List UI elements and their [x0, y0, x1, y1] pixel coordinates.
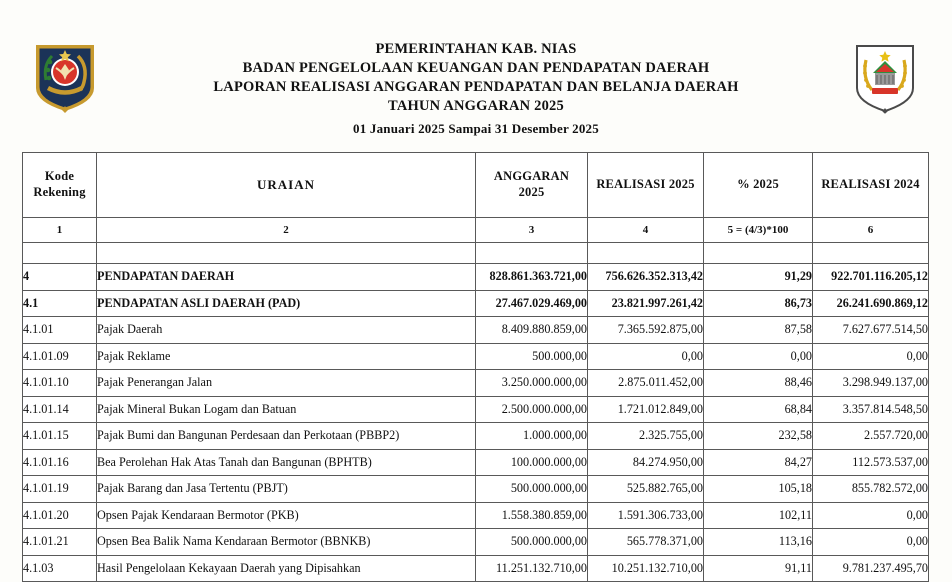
row-cell-kode: 4.1.01.10: [23, 370, 97, 397]
column-number-3: 3: [476, 218, 588, 243]
row-cell-anggaran: 1.000.000,00: [476, 423, 588, 450]
row-cell-realisasi-2024: 922.701.116.205,12: [813, 264, 929, 291]
row-cell-uraian: Pajak Daerah: [97, 317, 476, 344]
table-body: [23, 243, 929, 582]
row-cell-uraian: Pajak Reklame: [97, 343, 476, 370]
table-row: [23, 264, 929, 291]
budget-realization-table: [22, 152, 929, 582]
table-row: [23, 502, 929, 529]
row-cell-uraian: Hasil Pengelolaan Kekayaan Daerah yang Dipisahkan: [97, 555, 476, 582]
table-row: [23, 370, 929, 397]
row-cell-realisasi-2024: 0,00: [813, 529, 929, 556]
row-cell-realisasi-2024: 0,00: [813, 502, 929, 529]
table-row: [23, 555, 929, 582]
row-cell-anggaran: 2.500.000.000,00: [476, 396, 588, 423]
row-cell-persen: 86,73: [704, 290, 813, 317]
row-cell-anggaran: 500.000.000,00: [476, 476, 588, 503]
row-cell-uraian: Pajak Penerangan Jalan: [97, 370, 476, 397]
kemendagri-emblem-logo: [32, 42, 98, 114]
row-cell-uraian: Pajak Bumi dan Bangunan Perdesaan dan Perkotaan (PBBP2): [97, 423, 476, 450]
row-cell-persen: 91,29: [704, 264, 813, 291]
row-cell-persen: 102,11: [704, 502, 813, 529]
column-header-persen-2025: % 2025: [704, 153, 813, 218]
row-cell-uraian: Opsen Bea Balik Nama Kendaraan Bermotor (BBNKB): [97, 529, 476, 556]
row-cell-uraian: Pajak Mineral Bukan Logam dan Batuan: [97, 396, 476, 423]
row-cell-kode: 4.1.01.15: [23, 423, 97, 450]
row-cell-kode: 4: [23, 264, 97, 291]
header-line-report-title: LAPORAN REALISASI ANGGARAN PENDAPATAN DAN BELANJA DAERAH: [213, 79, 739, 96]
column-number-6: 6: [813, 218, 929, 243]
row-cell-realisasi-2025: 7.365.592.875,00: [588, 317, 704, 344]
row-cell-realisasi-2024: 855.782.572,00: [813, 476, 929, 503]
row-cell-persen: 91,11: [704, 555, 813, 582]
row-cell-uraian: Bea Perolehan Hak Atas Tanah dan Bangunan (BPHTB): [97, 449, 476, 476]
row-cell-kode: 4.1.01.20: [23, 502, 97, 529]
row-cell-realisasi-2024: 26.241.690.869,12: [813, 290, 929, 317]
table-row: [23, 343, 929, 370]
column-number-5: 5 = (4/3)*100: [704, 218, 813, 243]
row-cell-anggaran: 100.000.000,00: [476, 449, 588, 476]
row-cell-persen: 232,58: [704, 423, 813, 450]
header-line-government: PEMERINTAHAN KAB. NIAS: [375, 41, 577, 57]
row-cell-realisasi-2025: 2.325.755,00: [588, 423, 704, 450]
row-cell-kode: 4.1.01.21: [23, 529, 97, 556]
column-header-realisasi-2025: REALISASI 2025: [588, 153, 704, 218]
column-number-2: 2: [97, 218, 476, 243]
spacer-cell-realisasi-2024: [813, 243, 929, 264]
kode-label-line1: Kode: [44, 169, 75, 184]
column-header-kode-rekening: [23, 153, 97, 218]
row-cell-realisasi-2024: 9.781.237.495,70: [813, 555, 929, 582]
row-cell-persen: 87,58: [704, 317, 813, 344]
anggaran-label-line2: 2025: [518, 185, 545, 199]
row-cell-realisasi-2025: 23.821.997.261,42: [588, 290, 704, 317]
row-cell-persen: 105,18: [704, 476, 813, 503]
table-row: [23, 396, 929, 423]
table-row: [23, 317, 929, 344]
row-cell-realisasi-2025: 756.626.352.313,42: [588, 264, 704, 291]
row-cell-anggaran: 500.000,00: [476, 343, 588, 370]
row-cell-anggaran: 500.000.000,00: [476, 529, 588, 556]
row-cell-realisasi-2025: 0,00: [588, 343, 704, 370]
header-line-period: 01 Januari 2025 Sampai 31 Desember 2025: [353, 120, 599, 136]
row-cell-kode: 4.1.01.19: [23, 476, 97, 503]
column-header-anggaran-2025: [476, 153, 588, 218]
spacer-cell-realisasi-2025: [588, 243, 704, 264]
table-header-row: [23, 153, 929, 218]
anggaran-label-line1: ANGGARAN: [493, 169, 570, 184]
kabupaten-nias-emblem-logo: [852, 42, 918, 114]
table-spacer-row: [23, 243, 929, 264]
table-column-number-row: [23, 218, 929, 243]
spacer-cell-anggaran: [476, 243, 588, 264]
row-cell-realisasi-2025: 84.274.950,00: [588, 449, 704, 476]
document-header: [0, 0, 952, 135]
table-row: [23, 529, 929, 556]
table-row: [23, 476, 929, 503]
row-cell-uraian: PENDAPATAN DAERAH: [97, 264, 476, 291]
row-cell-realisasi-2024: 2.557.720,00: [813, 423, 929, 450]
row-cell-realisasi-2025: 1.721.012.849,00: [588, 396, 704, 423]
row-cell-anggaran: 3.250.000.000,00: [476, 370, 588, 397]
row-cell-uraian: Opsen Pajak Kendaraan Bermotor (PKB): [97, 502, 476, 529]
row-cell-anggaran: 11.251.132.710,00: [476, 555, 588, 582]
row-cell-realisasi-2024: 3.357.814.548,50: [813, 396, 929, 423]
row-cell-persen: 84,27: [704, 449, 813, 476]
row-cell-anggaran: 8.409.880.859,00: [476, 317, 588, 344]
row-cell-realisasi-2024: 7.627.677.514,50: [813, 317, 929, 344]
column-number-1: 1: [23, 218, 97, 243]
header-line-agency: BADAN PENGELOLAAN KEUANGAN DAN PENDAPATAN DAERAH: [242, 60, 710, 77]
row-cell-anggaran: 828.861.363.721,00: [476, 264, 588, 291]
row-cell-kode: 4.1.03: [23, 555, 97, 582]
row-cell-kode: 4.1: [23, 290, 97, 317]
row-cell-realisasi-2025: 525.882.765,00: [588, 476, 704, 503]
row-cell-persen: 68,84: [704, 396, 813, 423]
row-cell-persen: 88,46: [704, 370, 813, 397]
row-cell-kode: 4.1.01.09: [23, 343, 97, 370]
row-cell-kode: 4.1.01.16: [23, 449, 97, 476]
row-cell-kode: 4.1.01: [23, 317, 97, 344]
spacer-cell-uraian: [97, 243, 476, 264]
row-cell-anggaran: 27.467.029.469,00: [476, 290, 588, 317]
spacer-cell-persen: [704, 243, 813, 264]
header-title-block: [120, 40, 832, 137]
column-number-4: 4: [588, 218, 704, 243]
lra-table-container: [22, 152, 928, 582]
row-cell-realisasi-2025: 565.778.371,00: [588, 529, 704, 556]
table-row: [23, 449, 929, 476]
row-cell-realisasi-2025: 2.875.011.452,00: [588, 370, 704, 397]
kode-label-line2: Rekening: [33, 185, 86, 199]
spacer-cell-kode: [23, 243, 97, 264]
row-cell-realisasi-2025: 10.251.132.710,00: [588, 555, 704, 582]
row-cell-uraian: PENDAPATAN ASLI DAERAH (PAD): [97, 290, 476, 317]
row-cell-kode: 4.1.01.14: [23, 396, 97, 423]
column-header-realisasi-2024: REALISASI 2024: [813, 153, 929, 218]
row-cell-persen: 0,00: [704, 343, 813, 370]
row-cell-persen: 113,16: [704, 529, 813, 556]
header-line-fiscal-year: TAHUN ANGGARAN 2025: [388, 98, 564, 115]
table-row: [23, 423, 929, 450]
table-row: [23, 290, 929, 317]
row-cell-realisasi-2024: 0,00: [813, 343, 929, 370]
table-header: [23, 153, 929, 243]
row-cell-anggaran: 1.558.380.859,00: [476, 502, 588, 529]
row-cell-realisasi-2025: 1.591.306.733,00: [588, 502, 704, 529]
row-cell-realisasi-2024: 3.298.949.137,00: [813, 370, 929, 397]
column-header-uraian: URAIAN: [97, 153, 476, 218]
row-cell-realisasi-2024: 112.573.537,00: [813, 449, 929, 476]
row-cell-uraian: Pajak Barang dan Jasa Tertentu (PBJT): [97, 476, 476, 503]
